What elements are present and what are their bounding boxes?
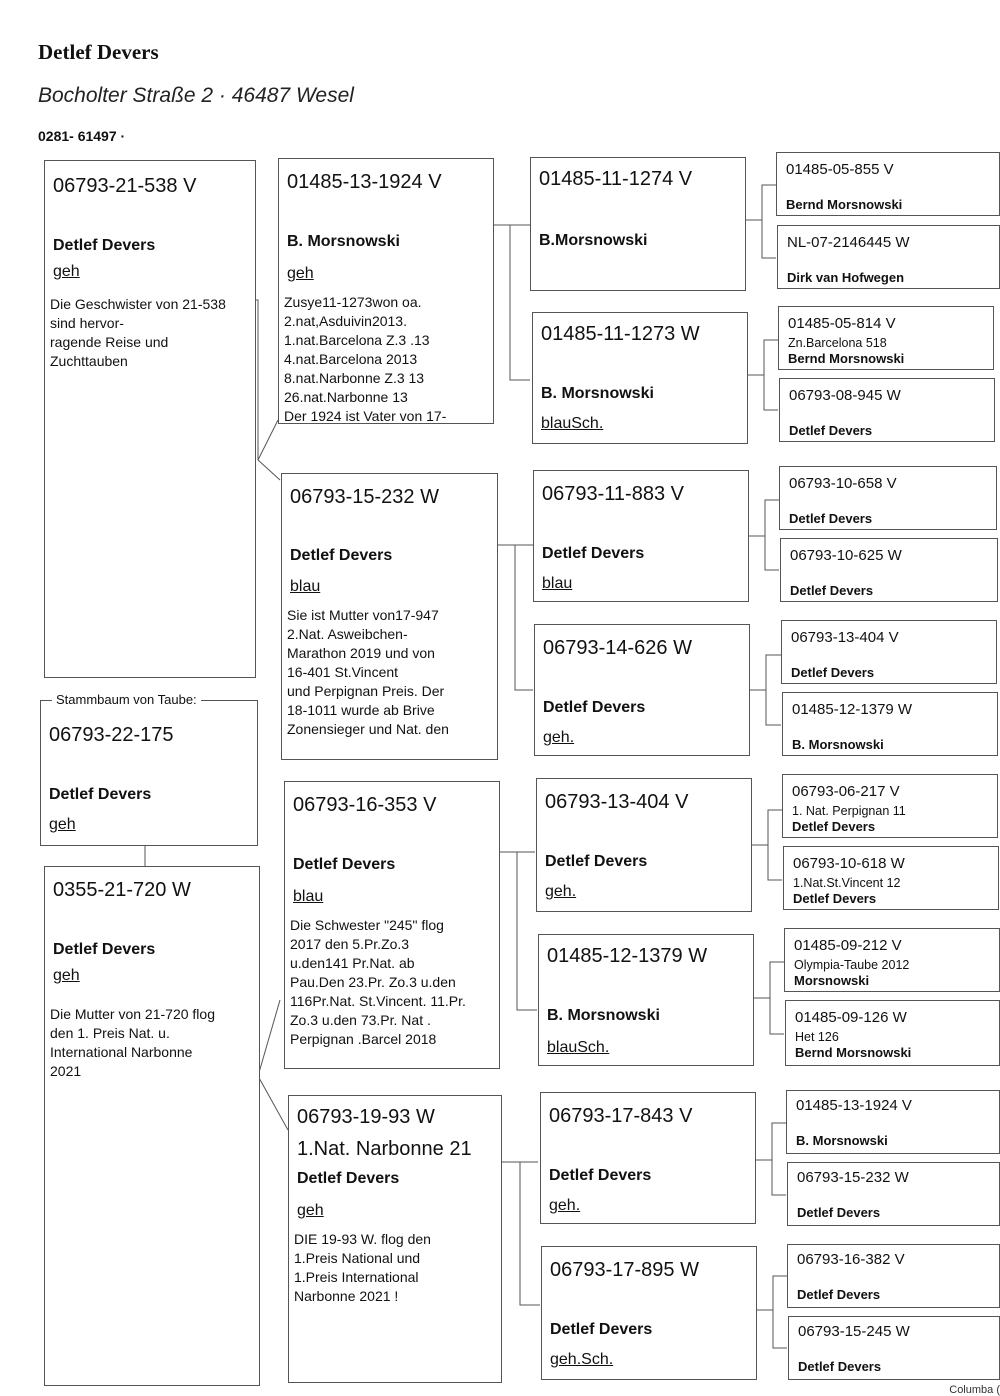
ring-number: 01485-12-1379 W bbox=[792, 701, 913, 718]
breeder-name: Detlef Devers bbox=[550, 1321, 653, 1338]
great-grandparent-card bbox=[779, 466, 997, 530]
pigeon-color: blau bbox=[293, 888, 324, 905]
grandparent-card bbox=[536, 778, 752, 912]
pigeon-note: DIE 19-93 W. flog den 1.Preis National und 1.Preis International Narbonne 2021 ! bbox=[294, 1231, 431, 1304]
pigeon-color: blauSch. bbox=[547, 1039, 610, 1056]
breeder-name: B. Morsnowski bbox=[792, 737, 884, 752]
great-grandparent-card bbox=[785, 1000, 1000, 1066]
breeder-name: B. Morsnowski bbox=[547, 1007, 660, 1024]
pigeon-note: Olympia-Taube 2012 bbox=[794, 958, 910, 972]
pigeon-color: blau bbox=[542, 575, 573, 592]
great-grandparent-card bbox=[788, 1316, 1000, 1380]
pigeon-color: geh.Sch. bbox=[550, 1351, 614, 1368]
grandparent-card bbox=[540, 1092, 756, 1224]
ring-number: 06793-13-404 V bbox=[545, 791, 689, 813]
parent-card bbox=[278, 158, 494, 424]
breeder-name: Detlef Devers bbox=[53, 237, 156, 254]
great-grandparent-card bbox=[780, 538, 998, 602]
pigeon-color: geh bbox=[287, 265, 314, 282]
great-grandparent-card bbox=[782, 774, 998, 838]
pigeon-note: Zn.Barcelona 518 bbox=[788, 336, 887, 350]
ring-number: 06793-19-93 W bbox=[297, 1106, 435, 1128]
ring-number: 01485-05-855 V bbox=[786, 161, 894, 178]
ring-number: 01485-12-1379 W bbox=[547, 945, 708, 967]
subject-pigeon-card bbox=[44, 160, 256, 678]
pigeon-color: geh bbox=[53, 263, 80, 280]
ring-number: 06793-15-245 W bbox=[798, 1323, 910, 1340]
great-grandparent-card bbox=[787, 1244, 1000, 1308]
breeder-name: Detlef Devers bbox=[798, 1359, 882, 1374]
ring-number: 06793-15-232 W bbox=[797, 1169, 909, 1186]
breeder-name: Detlef Devers bbox=[549, 1167, 652, 1184]
pigeon-color: geh bbox=[49, 816, 76, 833]
breeder-name: Bernd Morsnowski bbox=[786, 197, 903, 212]
ring-number: 06793-10-618 W bbox=[793, 855, 905, 872]
ring-number: 06793-17-843 V bbox=[549, 1105, 693, 1127]
grandparent-card bbox=[530, 157, 746, 291]
grandparent-card bbox=[532, 312, 748, 444]
breeder-name: Detlef Devers bbox=[542, 545, 645, 562]
owner-address: Bocholter Straße 2 · 46487 Wesel bbox=[38, 84, 354, 107]
owner-name: Detlef Devers bbox=[38, 40, 159, 64]
breeder-name: Detlef Devers bbox=[797, 1205, 881, 1220]
ring-number: 01485-13-1924 V bbox=[287, 171, 442, 193]
pigeon-note: Het 126 bbox=[795, 1030, 839, 1044]
ring-number: 01485-09-126 W bbox=[795, 1009, 907, 1026]
ring-number: 06793-13-404 V bbox=[791, 629, 899, 646]
ring-number: 06793-16-382 V bbox=[797, 1251, 905, 1268]
stammbaum-legend: Stammbaum von Taube: bbox=[52, 692, 201, 707]
parent-card bbox=[281, 473, 498, 760]
breeder-name: Detlef Devers bbox=[290, 547, 393, 564]
ring-number: 01485-05-814 V bbox=[788, 315, 896, 332]
ring-number: 06793-22-175 bbox=[49, 724, 174, 746]
ring-number: 06793-21-538 V bbox=[53, 175, 197, 197]
breeder-name: Detlef Devers bbox=[793, 891, 877, 906]
pigeon-color: blau bbox=[290, 578, 321, 595]
ring-number: 06793-11-883 V bbox=[542, 483, 684, 505]
pigeon-color: geh. bbox=[549, 1197, 581, 1214]
pigeon-note: Sie ist Mutter von17-947 2.Nat. Asweibchen- Marathon 2019 und von 16-401 St.Vincent und Perpignan Preis. Der 18-1011 wurde ab Brive Zonensieger und Nat. den bbox=[287, 607, 449, 737]
ring-number: 06793-17-895 W bbox=[550, 1259, 699, 1281]
great-grandparent-card bbox=[781, 620, 997, 684]
great-grandparent-card bbox=[778, 306, 994, 370]
ring-number: 01485-13-1924 V bbox=[796, 1097, 912, 1114]
grandparent-card bbox=[533, 470, 749, 602]
mother-pigeon-card bbox=[44, 866, 260, 1386]
great-grandparent-card bbox=[777, 225, 1000, 289]
breeder-name: Bernd Morsnowski bbox=[788, 351, 905, 366]
parent-card bbox=[284, 781, 500, 1069]
grandparent-card bbox=[538, 934, 754, 1066]
breeder-name: Detlef Devers bbox=[53, 941, 156, 958]
ring-number: 06793-10-625 W bbox=[790, 547, 902, 564]
pigeon-note: 1. Nat. Perpignan 11 bbox=[792, 804, 906, 818]
breeder-name: Detlef Devers bbox=[797, 1287, 881, 1302]
pigeon-color: geh. bbox=[543, 729, 575, 746]
ring-number: 0355-21-720 W bbox=[53, 879, 191, 901]
parent-card bbox=[288, 1095, 502, 1383]
great-grandparent-card bbox=[779, 378, 995, 442]
ring-number: 06793-06-217 V bbox=[792, 783, 900, 800]
breeder-name: Detlef Devers bbox=[791, 665, 875, 680]
pigeon-note: Die Geschwister von 21-538 sind hervor- ragende Reise und Zuchttauben bbox=[50, 296, 226, 369]
breeder-name: Detlef Devers bbox=[790, 583, 874, 598]
ring-number: NL-07-2146445 W bbox=[787, 234, 910, 251]
pigeon-color: geh. bbox=[545, 883, 577, 900]
breeder-name: Detlef Devers bbox=[543, 699, 646, 716]
stammbaum-pigeon-card bbox=[41, 708, 257, 845]
pigeon-note: Zusye11-1273won oa. 2.nat,Asduivin2013. 1.nat.Barcelona Z.3 .13 4.nat.Barcelona 2013 8.nat.Narbonne Z.3 13 26.nat.Narbonne 13 Der 1924 ist Vater von 17- bbox=[284, 294, 447, 424]
footer-brand: Columba ( bbox=[949, 1384, 1000, 1396]
breeder-name: B.Morsnowski bbox=[539, 232, 648, 249]
breeder-name: Detlef Devers bbox=[297, 1170, 400, 1187]
pigeon-note: Die Mutter von 21-720 flog den 1. Preis Nat. u. International Narbonne 2021 bbox=[50, 1006, 215, 1079]
pigeon-note: Die Schwester "245" flog 2017 den 5.Pr.Zo.3 u.den141 Pr.Nat. ab Pau.Den 23.Pr. Zo.3 u.den 116Pr.Nat. St.Vincent. 11.Pr. Zo.3 u.den 73.Pr. Nat . Perpignan .Barcel 2018 bbox=[290, 917, 466, 1047]
breeder-name: Detlef Devers bbox=[789, 511, 873, 526]
breeder-name: Dirk van Hofwegen bbox=[787, 270, 905, 285]
ring-number: 06793-16-353 V bbox=[293, 794, 437, 816]
ring-number: 06793-08-945 W bbox=[789, 387, 901, 404]
ring-number: 06793-14-626 W bbox=[543, 637, 692, 659]
breeder-name: Detlef Devers bbox=[792, 819, 876, 834]
great-grandparent-card bbox=[786, 1090, 1000, 1154]
great-grandparent-card bbox=[782, 692, 998, 756]
pigeon-color: geh bbox=[53, 967, 80, 984]
breeder-name: Detlef Devers bbox=[545, 853, 648, 870]
pigeon-color: geh bbox=[297, 1202, 324, 1219]
great-grandparent-card bbox=[776, 152, 1000, 216]
achievement: 1.Nat. Narbonne 21 bbox=[297, 1138, 472, 1160]
owner-phone: 0281- 61497 · bbox=[38, 128, 126, 144]
pigeon-color: blauSch. bbox=[541, 415, 604, 432]
breeder-name: B. Morsnowski bbox=[287, 233, 400, 250]
breeder-name: Detlef Devers bbox=[49, 786, 152, 803]
breeder-name: B. Morsnowski bbox=[541, 385, 654, 402]
ring-number: 01485-09-212 V bbox=[794, 937, 902, 954]
great-grandparent-card bbox=[787, 1162, 1000, 1226]
great-grandparent-card bbox=[783, 846, 999, 910]
pigeon-note: 1.Nat.St.Vincent 12 bbox=[793, 876, 901, 890]
breeder-name: Detlef Devers bbox=[293, 856, 396, 873]
breeder-name: B. Morsnowski bbox=[796, 1133, 888, 1148]
breeder-name: Bernd Morsnowski bbox=[795, 1045, 912, 1060]
breeder-name: Detlef Devers bbox=[789, 423, 873, 438]
grandparent-card bbox=[534, 624, 750, 756]
grandparent-card bbox=[541, 1246, 757, 1380]
ring-number: 01485-11-1273 W bbox=[541, 323, 700, 345]
ring-number: 06793-15-232 W bbox=[290, 486, 439, 508]
ring-number: 06793-10-658 V bbox=[789, 475, 897, 492]
great-grandparent-card bbox=[784, 928, 1000, 992]
breeder-name: Morsnowski bbox=[794, 973, 870, 988]
ring-number: 01485-11-1274 V bbox=[539, 168, 693, 190]
